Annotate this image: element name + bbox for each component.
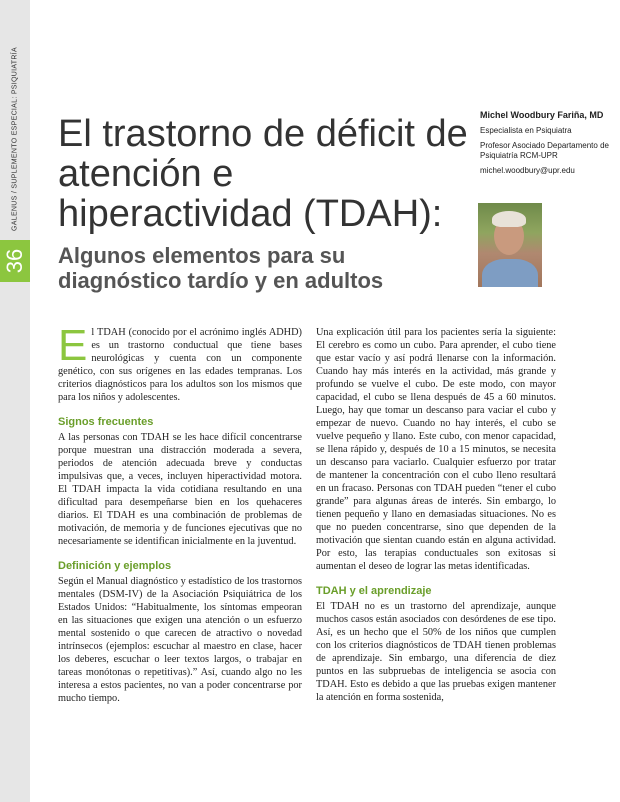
paragraph-definicion: Según el Manual diagnóstico y estadístico de los trastornos mentales (DSM-IV) de la Asociación Psiquiátrica de los Estados Unidos: “Habitualmente, los síntomas empeoran en las situaciones que exigen una atención o un esfuerzo mental sostenido o que carecen de atractivo o novedad intrínsecos (ejemplos: escuchar al maestro en clase, hacer los deberes, escuchar o leer textos largos, o trabajar en tareas monótonas o repetitivas).” Así, cuando algo no les interesa a estos pacientes, no van a poder concentrarse por mucho tiempo.: [58, 576, 302, 704]
author-name: Michel Woodbury Fariña, MD: [480, 110, 604, 120]
column-right: [316, 326, 556, 704]
photo-shirt: [482, 259, 538, 287]
paragraph-aprendizaje: El TDAH no es un trastorno del aprendizaje, aunque muchos casos están asociados con desórdenes de ese tipo. Así, es un hecho que el 50% de los niños que cumplen con los criterios diagnósticos de TDAH tienen problemas de aprendizaje. Sin embargo, una diferencia de diez puntos en las subpruebas de inteligencia se asocia con TDAH. Esto es debido a que las pruebas exigen mantener la atención en forma sostenida,: [316, 601, 556, 703]
author-info: [480, 110, 610, 181]
heading-signos: Signos frecuentes: [58, 416, 154, 428]
heading-definicion: Definición y ejemplos: [58, 560, 172, 572]
author-position: Profesor Asociado Departamento de Psiquiatría RCM-UPR: [480, 141, 609, 160]
running-header: GALENUS / SUPLEMENTO ESPECIAL: PSIQUIATRÍA: [11, 47, 19, 231]
page-number: 36: [1, 248, 27, 274]
author-specialty: Especialista en Psiquiatra: [480, 126, 572, 135]
paragraph-cubo: Una explicación útil para los pacientes sería la siguiente: El cerebro es como un cubo. Para aprender, el cubo tiene que estar vacío y así podrá llenarse con la información. Cuando hay más interés en la actividad, más grande y profundo se vuelve el cubo. De este modo, con mayor capacidad, el cubo se llena después de 45 a 60 minutos. Luego, hay que tomar un descanso para vaciar el cubo y empezar de nuevo. Cuando no hay interés, el cubo se vuelve pequeño y llano. Este cubo, con menor capacidad, se llena rápido y, después de 10 a 15 minutos, se necesita un descanso para vaciarlo. Cualquier esfuerzo por tratar de mantener la concentración con el cubo lleno resultará en un fracaso. Personas con TDAH pueden “tener el cubo grande” para algunas áreas de interés. Sin embargo, lo tienen pequeño y llano en demasiadas situaciones. No es que no pueden concentrarse, sino que dependen de la motivación que sientan cuando están en alguna actividad. Por esto, las terapias conductuales son exitosas si aumentan el deseo de lograr las metas identificadas.: [316, 327, 556, 572]
heading-aprendizaje: TDAH y el aprendizaje: [316, 585, 432, 597]
author-photo: [478, 203, 542, 287]
article-subtitle: Algunos elementos para su diagnóstico tardío y en adultos: [58, 243, 384, 293]
intro-paragraph: El TDAH (conocido por el acrónimo inglés ADHD) es un trastorno conductual que tiene bases neurológicas y cuenta con un componente genético, con sus orígenes en las edades tempranas. Los criterios diagnósticos para los adultos son los mismos que para los niños y adolescentes.: [58, 321, 302, 403]
column-left: [58, 321, 302, 705]
drop-cap: E: [58, 321, 88, 370]
author-email[interactable]: michel.woodbury@upr.edu: [480, 166, 575, 175]
article-title: El trastorno de déficit de atención e hiperactividad (TDAH):: [58, 113, 468, 235]
photo-hair: [492, 211, 526, 227]
paragraph-signos: A las personas con TDAH se les hace difícil concentrarse porque muestran una distracción moderada a severa, periodos de atención adecuada breve y conductas impulsivas que, a veces, incluyen hiperactividad motora. El TDAH impacta la vida cotidiana resultando en una dificultad para desempeñarse bien en los quehaceres diarios. El TDAH es una combinación de problemas de motivación, de memoria y de funciones ejecutivas que no necesariamente se identifican inicialmente en la juventud.: [58, 432, 302, 547]
